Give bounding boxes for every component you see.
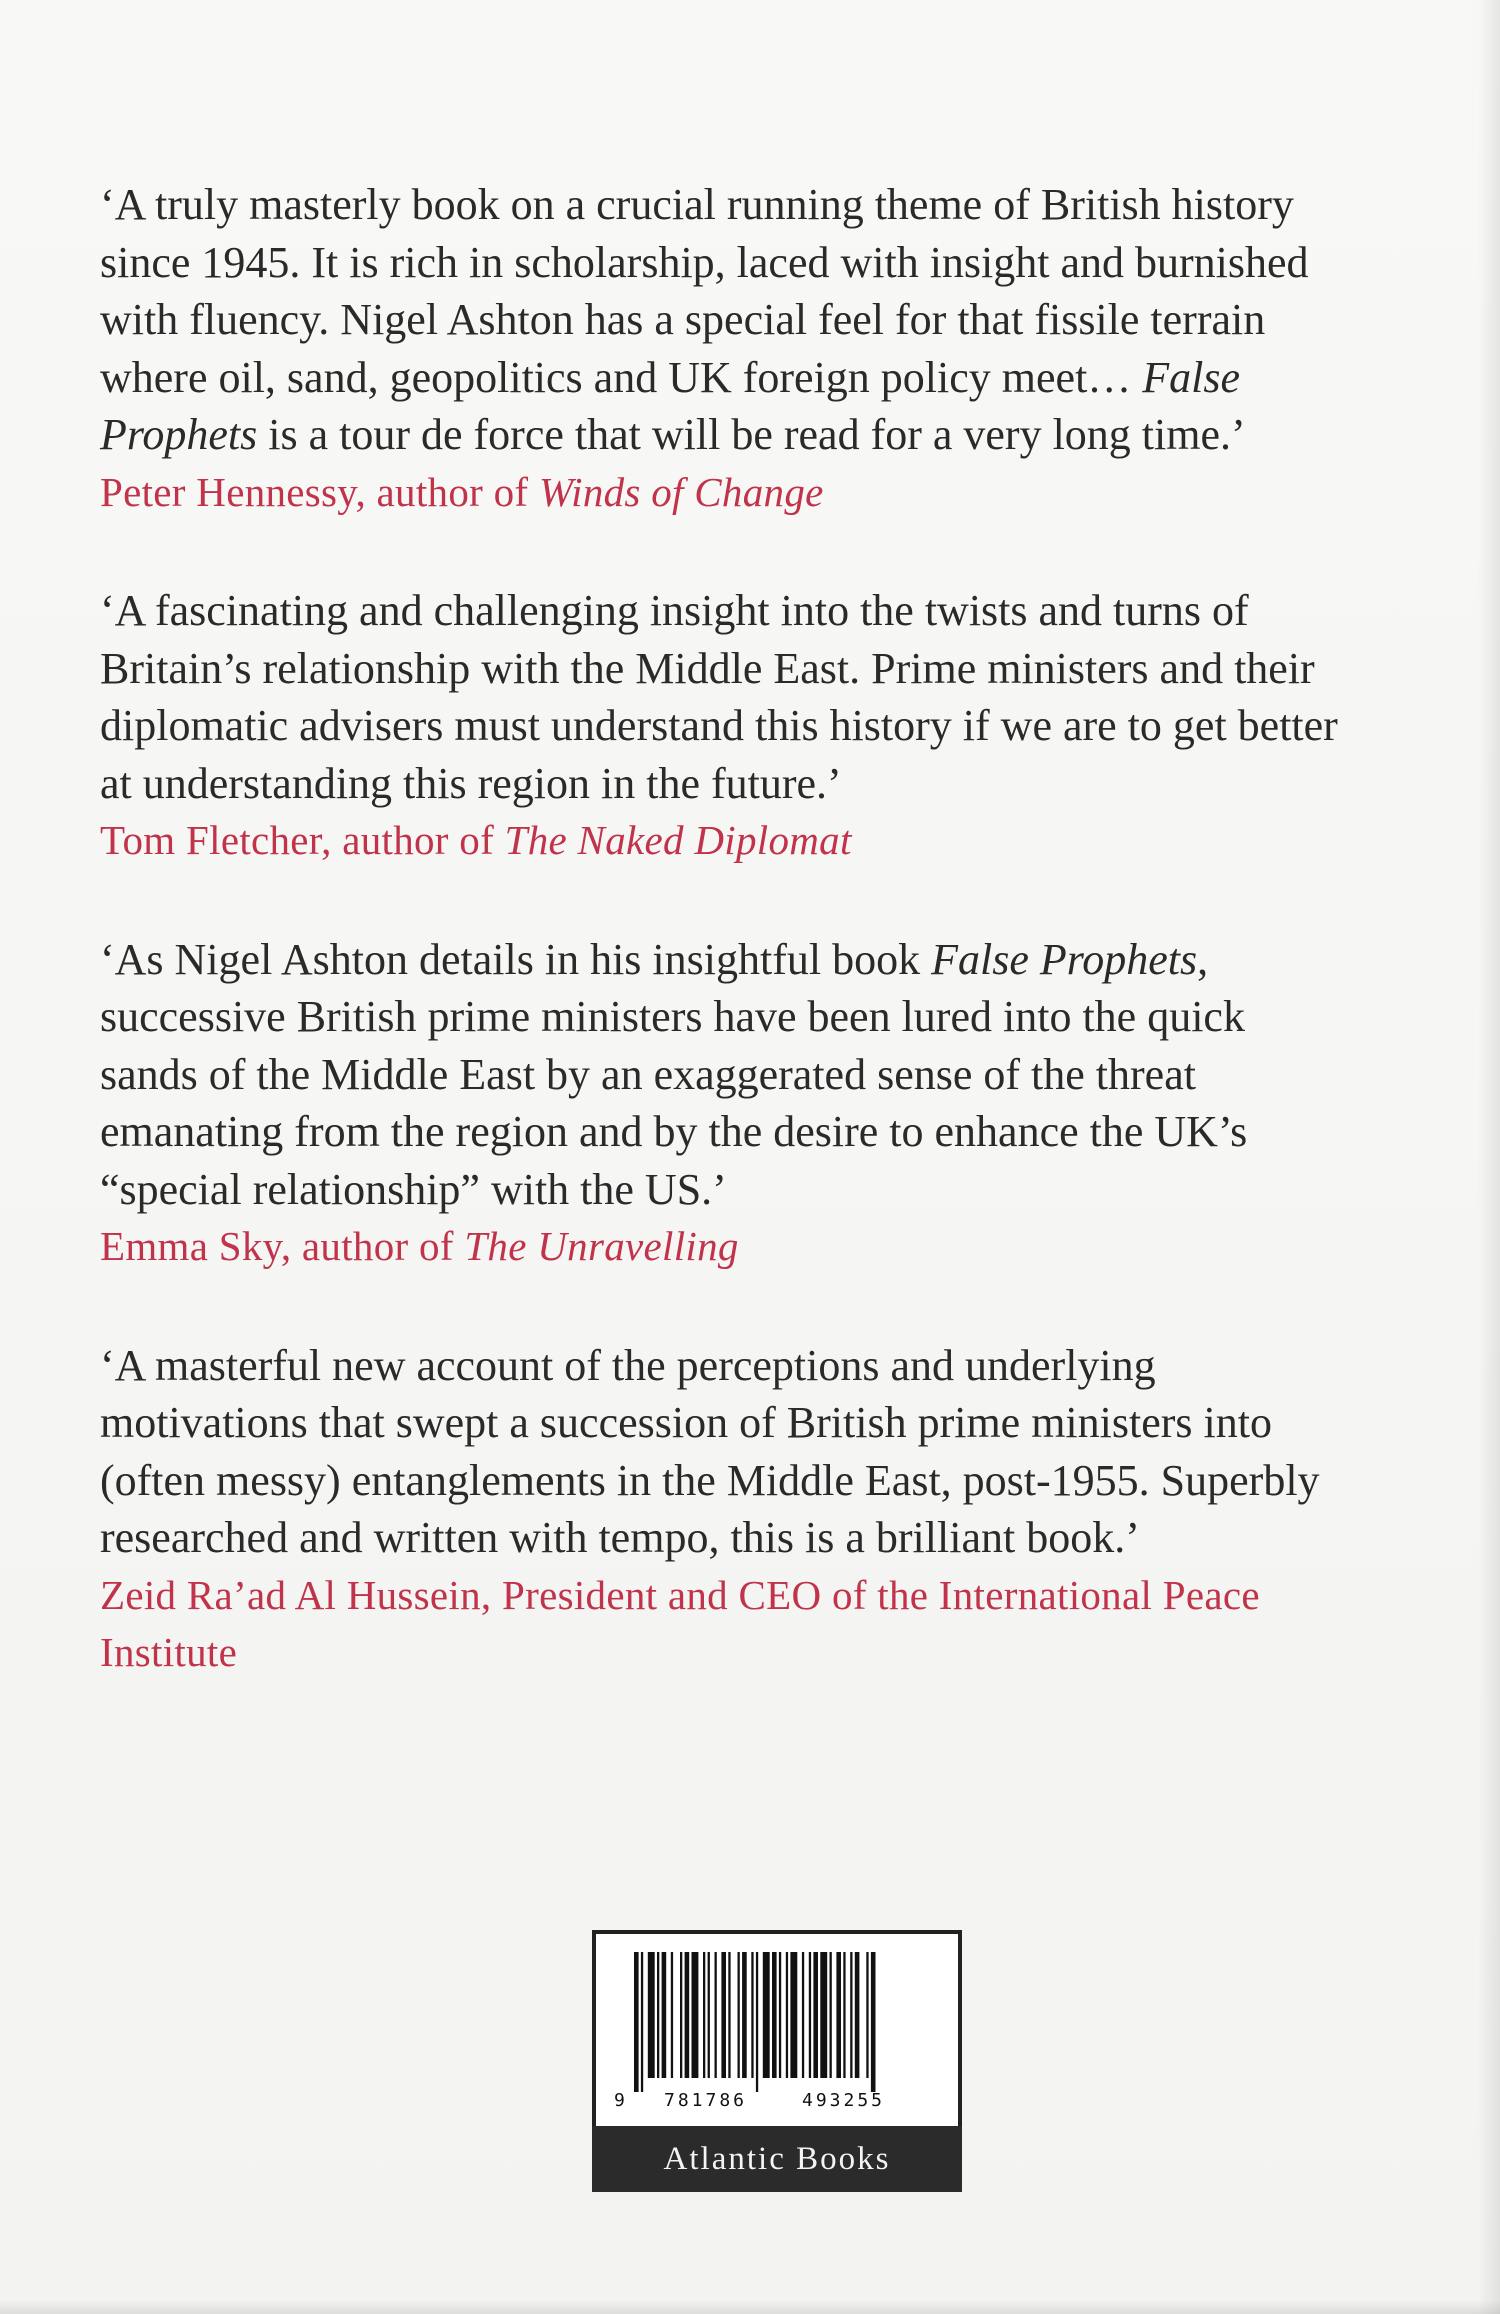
quote-attribution: Zeid Ra’ad Al Hussein, President and CEO of the International Peace Institute <box>100 1571 1260 1675</box>
barcode-graphic <box>606 1948 948 2116</box>
barcode-bar <box>756 1952 758 2092</box>
barcode-bar <box>721 1952 726 2078</box>
barcode-bar <box>820 1952 827 2078</box>
review-quote <box>100 931 1340 1276</box>
barcode-bar <box>641 1952 643 2092</box>
barcode-digits-right: 493255 <box>802 2090 886 2111</box>
publisher-name: Atlantic Books <box>592 2126 962 2192</box>
barcode-bar <box>657 1952 659 2078</box>
barcode-bar <box>779 1952 781 2078</box>
barcode-bar <box>708 1952 710 2078</box>
barcode-digit-first: 9 <box>614 2090 625 2111</box>
barcode-bar <box>871 1952 876 2092</box>
barcode-bars <box>634 1952 876 2092</box>
barcode-bar <box>790 1952 797 2078</box>
quote-text: ‘A fascinating and challenging insight into the twists and turns of Britain’s relationship with the Middle East. Prime ministers and their diplomatic advisers must understand this history if we are to get better at understanding this region in the future.’ <box>100 586 1338 808</box>
barcode-bar <box>772 1952 777 2078</box>
barcode-bar <box>728 1952 730 2078</box>
barcode-bar <box>786 1952 788 2078</box>
barcode-bar <box>634 1952 639 2092</box>
barcode-bar <box>662 1952 667 2078</box>
cover-bottom-edge <box>0 2300 1500 2314</box>
barcode-bar <box>843 1952 845 2078</box>
barcode-bar <box>809 1952 811 2078</box>
barcode-bar <box>715 1952 717 2078</box>
barcode-bar <box>850 1952 852 2078</box>
barcode-bar <box>763 1952 770 2078</box>
quote-text: ‘As Nigel Ashton details in his insightful book False Prophets, successive British prime ministers have been lured into the quick sands of the Middle East by an exaggerated sense of the threat emanating from the region and by the desire to enhance the UK’s “special relationship” with the US.’ <box>100 934 1248 1214</box>
isbn-barcode <box>592 1930 962 2132</box>
review-quotes <box>100 176 1340 1743</box>
barcode-digits-left: 781786 <box>664 2090 748 2111</box>
quote-attribution: Peter Hennessy, author of Winds of Change <box>100 468 824 515</box>
review-quote <box>100 1337 1340 1682</box>
quote-attribution: Emma Sky, author of The Unravelling <box>100 1223 739 1269</box>
barcode-bar <box>703 1952 705 2078</box>
barcode-bar <box>751 1952 753 2078</box>
barcode-bar <box>648 1952 655 2078</box>
review-quote <box>100 176 1340 521</box>
barcode-bar <box>738 1952 740 2078</box>
quote-attribution: Tom Fletcher, author of The Naked Diplomat <box>100 817 852 863</box>
cover-right-edge <box>1478 0 1500 2314</box>
barcode-bar <box>742 1952 747 2078</box>
barcode-bar <box>836 1952 841 2078</box>
barcode-bar <box>866 1952 868 2078</box>
barcode-bar <box>813 1952 818 2078</box>
quote-text: ‘A truly masterly book on a crucial running theme of British history since 1945. It is rich in scholarship, laced with insight and burnished with fluency. Nigel Ashton has a special feel for that fissile terrain where oil, sand, geopolitics and UK foreign policy meet… False Prophets is a tour de force that will be read for a very long time.’ <box>100 180 1309 459</box>
review-quote <box>100 582 1340 870</box>
barcode-bar <box>692 1952 699 2078</box>
quote-text: ‘A masterful new account of the perceptions and underlying motivations that swept a succession of British prime ministers into (often messy) entanglements in the Middle East, post-1955. Superbly researched and written with tempo, this is a brilliant book.’ <box>100 1340 1320 1562</box>
barcode-bar <box>802 1952 804 2078</box>
barcode-bar <box>855 1952 860 2078</box>
barcode-bar <box>671 1952 673 2078</box>
barcode-bar <box>685 1952 690 2078</box>
barcode-bar <box>830 1952 832 2078</box>
barcode-bar <box>680 1952 682 2078</box>
